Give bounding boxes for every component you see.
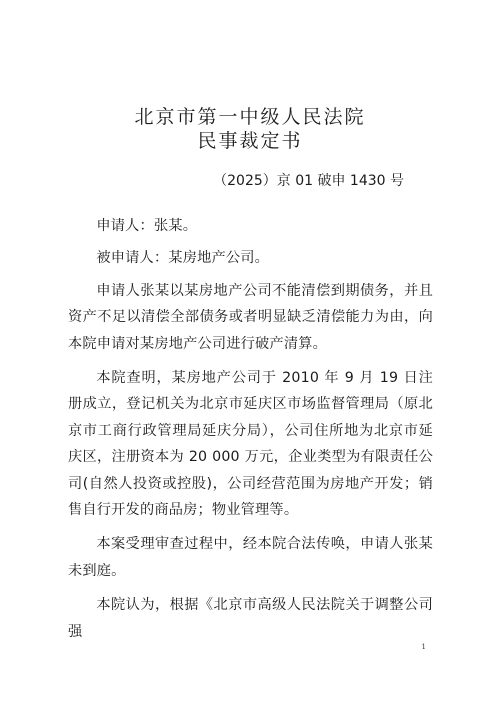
paragraph-findings: 本院查明，某房地产公司于 2010 年 9 月 19 日注册成立，登记机关为北京市延庆区市场监督管理局（原北京市工商行政管理局延庆分局），公司住所地为北京市延庆区，注册资本为 20 000 万元，企业类型为有限责任公司(自然人投资或控股)，公司经营范围为房地产开发；销售自行开发的商品房；物业管理等。 [68, 370, 433, 519]
case-number: （2025）京 01 破申 1430 号 [213, 173, 404, 189]
document-type-title: 民事裁定书 [197, 130, 303, 152]
paragraph-opinion: 本院认为，根据《北京市高级人民法院关于调整公司强 [68, 597, 433, 640]
paragraph-respondent: 被申请人：某房地产公司。 [96, 250, 270, 267]
court-name: 北京市第一中级人民法院 [134, 106, 366, 128]
page-number: 1 [421, 643, 426, 651]
paragraph-applicant: 申请人：张某。 [96, 218, 198, 234]
paragraph-hearing: 本案受理审查过程中，经本院合法传唤，申请人张某未到庭。 [68, 536, 433, 579]
paragraph-application: 申请人张某以某房地产公司不能清偿到期债务，并且资产不足以清偿全部债务或者明显缺乏清偿能力为由，向本院申请对某房地产公司进行破产清算。 [68, 282, 433, 352]
document-body [68, 213, 433, 653]
